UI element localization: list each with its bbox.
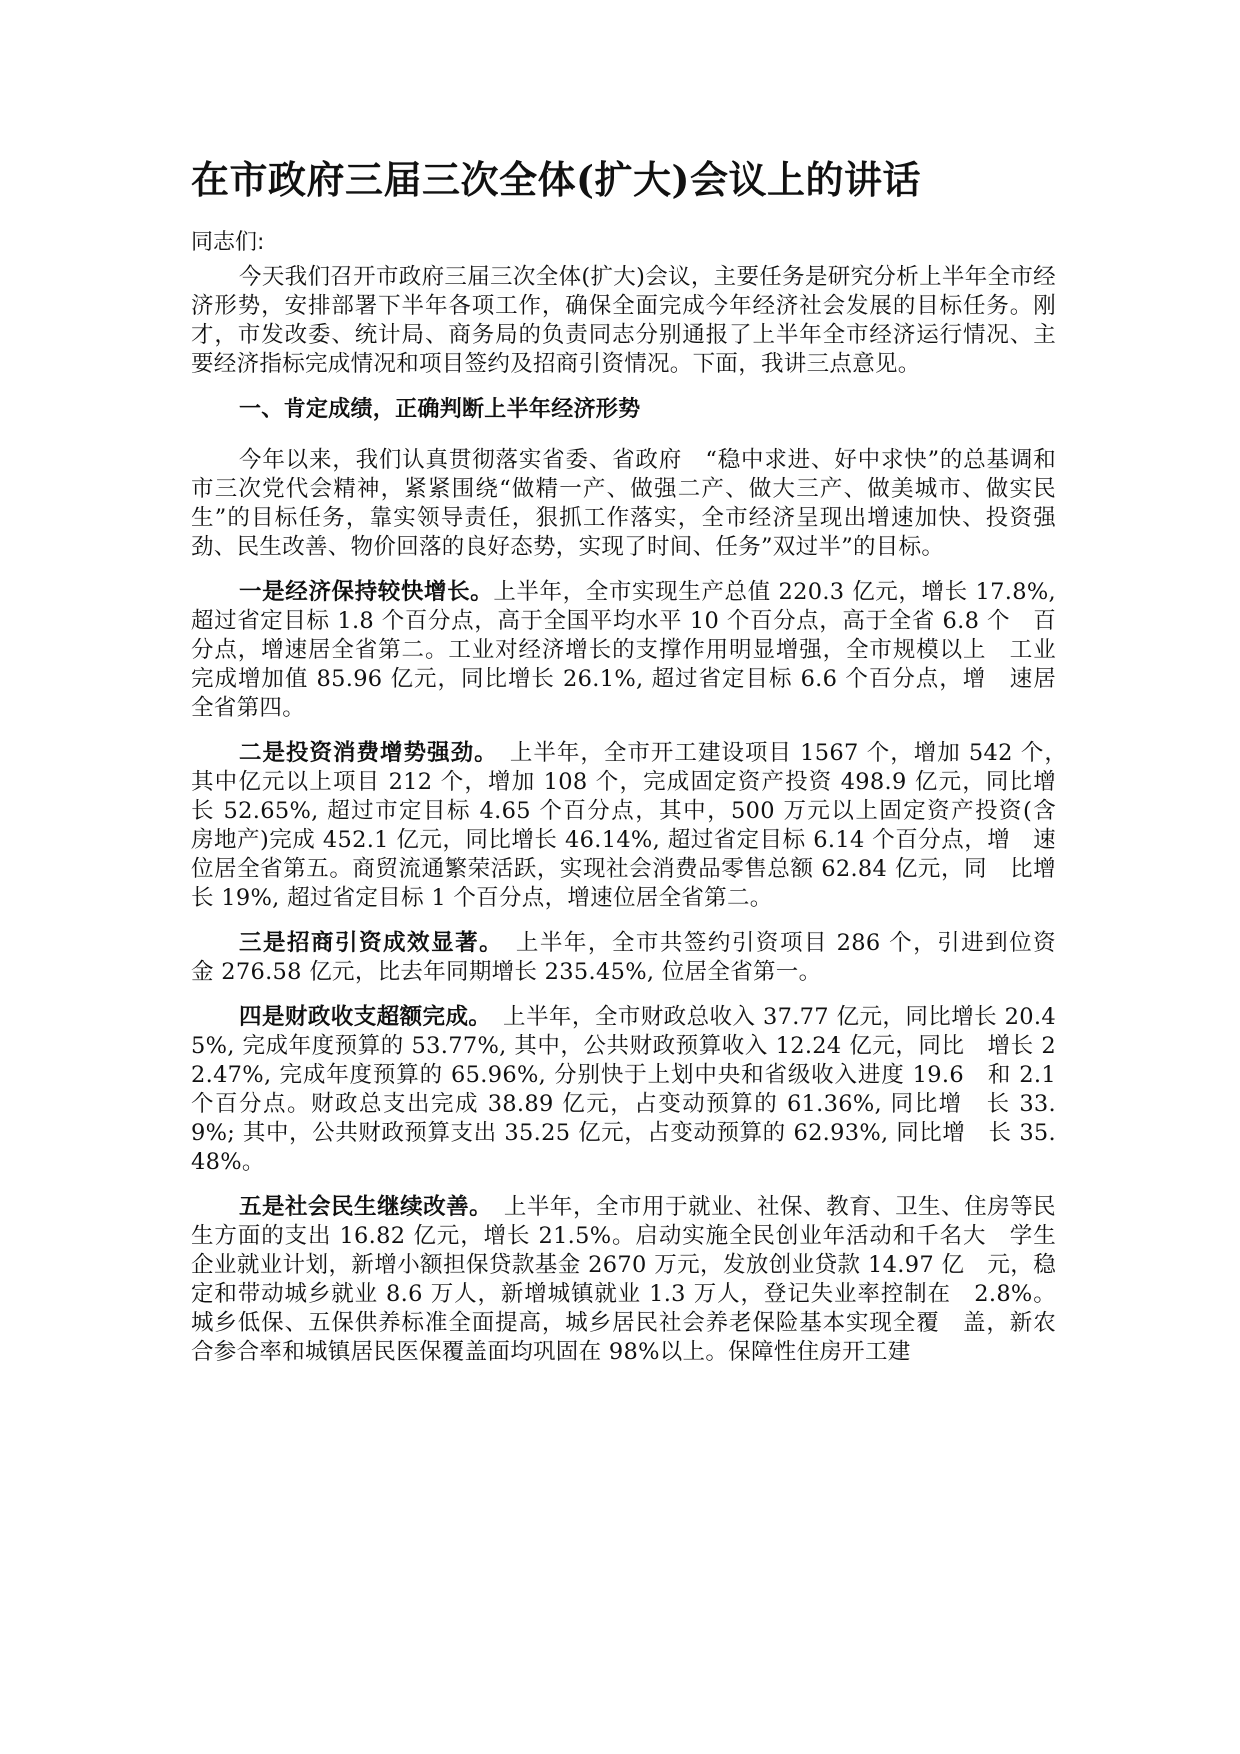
point-paragraph-5 [191, 1193, 1056, 1367]
point-lead: 三是招商引资成效显著。 [239, 930, 492, 956]
salutation: 同志们: [191, 230, 265, 255]
point-text: 上半年，全市开工建设项目 1567 个，增加 542 个， 其中亿元以上项目 212 个，增加 108 个，完成固定资产投资 498.9 亿元，同比增 长 52.65%, 超过市定目标 4.65 个百分点，其中，500 万元以上固定资产投资(含 房地产)完成 452.1 亿元，同比增长 46.14%, 超过省定目标 6.14 个百分点，增 速位居全省第五。商贸流通繁荣活跃，实现社会消费品零售总额 62.84 亿元，同 比增长 19%, 超过省定目标 1 个百分点，增速位居全省第二。 [191, 740, 1079, 911]
point-lead: 一是经济保持较快增长。 [239, 579, 494, 605]
point-lead: 四是财政收支超额完成。 [239, 1004, 481, 1030]
document-body [191, 263, 1079, 1383]
point-lead: 五是社会民生继续改善。 [239, 1194, 481, 1220]
point-lead: 二是投资消费增势强劲。 [239, 740, 487, 766]
document-page [191, 0, 1079, 1754]
document-title: 在市政府三届三次全体(扩大)会议上的讲话 [191, 157, 921, 202]
point-paragraph-1 [191, 578, 1056, 723]
point-paragraph-4 [191, 1003, 1056, 1177]
point-paragraph-2 [191, 739, 1079, 913]
point-text: 上半年，全市用于就业、社保、教育、卫生、住房等民生方面的支出 16.82 亿元，增长 21.5%。启动实施全民创业年活动和千名大 学生企业就业计划，新增小额担保贷款基金 2670 万元，发放创业贷款 14.97 亿 元，稳定和带动城乡就业 8.6 万人，新增城镇就业 1.3 万人，登记失业率控制在 2.8%。城乡低保、五保供养标准全面提高，城乡居民社会养老保险基本实现全覆 盖，新农合参合率和城镇居民医保覆盖面均巩固在 98%以上。保障性住房开工建 [191, 1194, 1056, 1365]
section-heading: 一、肯定成绩，正确判断上半年经济形势 [239, 397, 641, 422]
point-text: 上半年，全市财政总收入 37.77 亿元，同比增长 20.45%, 完成年度预算的 53.77%, 其中，公共财政预算收入 12.24 亿元，同比 增长 22.47%, 完成年度预算的 65.96%, 分别快于上划中央和省级收入进度 19.6 和 2.1 个百分点。财政总支出完成 38.89 亿元，占变动预算的 61.36%, 同比增 长 33.9%; 其中，公共财政预算支出 35.25 亿元，占变动预算的 62.93%, 同比增 长 35.48%。 [191, 1004, 1056, 1175]
section-intro-paragraph: 今年以来，我们认真贯彻落实省委、省政府 “稳中求进、好中求快”的总基调和市三次党代会精神，紧紧围绕“做精一产、做强二产、做大三产、做美城市、做实民生”的目标任务，靠实领导责任，狠抓工作落实，全市经济呈现出增速加快、投资强劲、民生改善、物价回落的良好态势，实现了时间、任务”双过半”的目标。 [191, 447, 1056, 560]
point-text: 上半年，全市实现生产总值 220.3 亿元，增长 17.8%, 超过省定目标 1.8 个百分点，高于全国平均水平 10 个百分点，高于全省 6.8 个 百分点，增速居全省第二。工业对经济增长的支撑作用明显增强，全市规模以上 工业完成增加值 85.96 亿元，同比增长 26.1%, 超过省定目标 6.6 个百分点，增 速居全省第四。 [191, 579, 1056, 721]
point-paragraph-3 [191, 929, 1079, 987]
point-text: 上半年，全市共签约引资项目 286 个，引进到位资 金 276.58 亿元，比去年同期增长 235.45%, 位居全省第一。 [191, 930, 1079, 985]
intro-paragraph: 今天我们召开市政府三届三次全体(扩大)会议，主要任务是研究分析上半年全市经济形势，安排部署下半年各项工作，确保全面完成今年经济社会发展的目标任务。刚才，市发改委、统计局、商务局的负责同志分别通报了上半年全市经济运行情况、主要经济指标完成情况和项目签约及招商引资情况。下面，我讲三点意见。 [191, 264, 1056, 377]
